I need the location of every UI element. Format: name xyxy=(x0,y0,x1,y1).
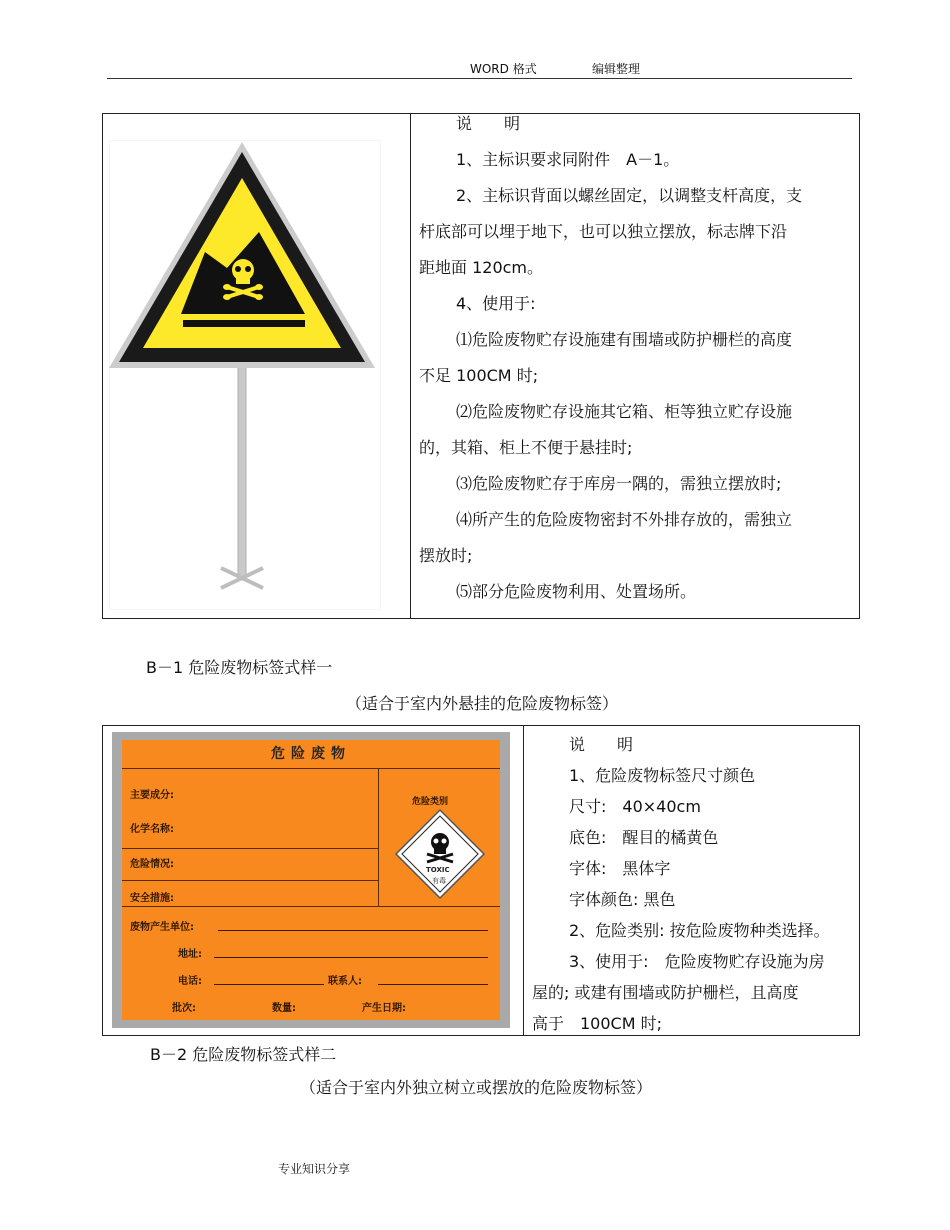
desc-line: 字体: 黑体字 xyxy=(569,859,671,878)
desc-line: 不足 100CM 时; xyxy=(419,366,539,385)
label-category: 危险类别 xyxy=(412,797,449,807)
desc-line: 摆放时; xyxy=(419,546,473,565)
label-field-safety: 安全措施: xyxy=(130,893,174,904)
section-b2-subtitle: （适合于室内外独立树立或摆放的危险废物标签） xyxy=(300,1078,653,1097)
header-format: WORD 格式 xyxy=(470,62,537,76)
label-field-chemical-name: 化学名称: xyxy=(130,824,174,835)
label-field-address: 地址: xyxy=(178,949,202,960)
desc-line: ⑷所产生的危险废物密封不外排存放的，需独立 xyxy=(456,510,793,529)
desc-line: ⑵危险废物贮存设施其它箱、柜等独立贮存设施 xyxy=(456,402,793,421)
label-underline xyxy=(214,984,324,985)
page-footer: 专业知识分享 xyxy=(278,1162,351,1176)
desc-line: 屋的; 或建有围墙或防护栅栏，且高度 xyxy=(532,983,799,1002)
table-divider xyxy=(523,726,524,1035)
hazard-label-sample xyxy=(112,732,510,1028)
warning-sign-illustration xyxy=(109,140,381,610)
header-editor: 编辑整理 xyxy=(592,62,641,76)
desc-line: 字体颜色: 黑色 xyxy=(569,890,676,909)
label-title: 危险废物 xyxy=(122,740,500,769)
section-b1-title: B－1 危险废物标签式样一 xyxy=(146,658,333,677)
toxic-cn-text: 有毒 xyxy=(432,877,446,885)
label-body xyxy=(122,740,500,1020)
page-header xyxy=(0,58,950,78)
label-field-producer: 废物产生单位: xyxy=(130,922,194,933)
desc-title: 说 明 xyxy=(456,114,521,133)
desc-line: 高于 100CM 时; xyxy=(532,1014,662,1033)
label-underline xyxy=(218,930,488,931)
label-field-composition: 主要成分: xyxy=(130,790,174,801)
label-divider xyxy=(378,768,379,906)
header-rule xyxy=(107,78,852,79)
desc-line: 的，其箱、柜上不便于悬挂时; xyxy=(419,438,633,457)
desc-line: 杆底部可以埋于地下，也可以独立摆放，标志牌下沿 xyxy=(419,222,788,241)
desc-line: 2、主标识背面以螺丝固定，以调整支杆高度，支 xyxy=(456,186,803,205)
label-field-date: 产生日期: xyxy=(362,1003,406,1014)
label-field-hazard: 危险情况: xyxy=(130,859,174,870)
label-field-quantity: 数量: xyxy=(272,1003,296,1014)
table-divider xyxy=(410,114,411,618)
desc-line: 2、危险类别: 按危险废物种类选择。 xyxy=(569,921,830,940)
toxic-text: TOXIC xyxy=(426,866,450,874)
desc-line: 1、危险废物标签尺寸颜色 xyxy=(569,766,756,785)
label-description xyxy=(532,729,830,1039)
label-field-phone: 电话: xyxy=(178,976,202,987)
label-field-batch: 批次: xyxy=(172,1003,196,1014)
label-underline xyxy=(378,984,488,985)
section-b1-subtitle: （适合于室内外悬挂的危险废物标签） xyxy=(346,694,619,713)
desc-line: 3、使用于: 危险废物贮存设施为房 xyxy=(569,952,825,971)
desc-line: 距地面 120cm。 xyxy=(419,258,544,277)
section-b2-title: B－2 危险废物标签式样二 xyxy=(150,1045,337,1064)
desc-line: 尺寸: 40×40cm xyxy=(569,797,701,816)
desc-line: ⑸部分危险废物利用、处置场所。 xyxy=(456,582,697,601)
desc-title: 说 明 xyxy=(569,735,634,754)
desc-line: 4、使用于: xyxy=(456,294,536,313)
desc-line: ⑶危险废物贮存于库房一隅的，需独立摆放时; xyxy=(456,474,782,493)
label-underline xyxy=(214,957,488,958)
label-divider xyxy=(122,848,378,849)
desc-line: 底色: 醒目的橘黄色 xyxy=(569,828,719,847)
label-field-contact: 联系人: xyxy=(328,976,362,987)
desc-line: 1、主标识要求同附件 A－1。 xyxy=(456,150,680,169)
sign-description xyxy=(419,106,802,610)
label-divider xyxy=(122,906,500,907)
label-divider xyxy=(122,880,378,881)
desc-line: ⑴危险废物贮存设施建有围墙或防护栅栏的高度 xyxy=(456,330,793,349)
toxic-diamond-icon xyxy=(394,808,486,900)
